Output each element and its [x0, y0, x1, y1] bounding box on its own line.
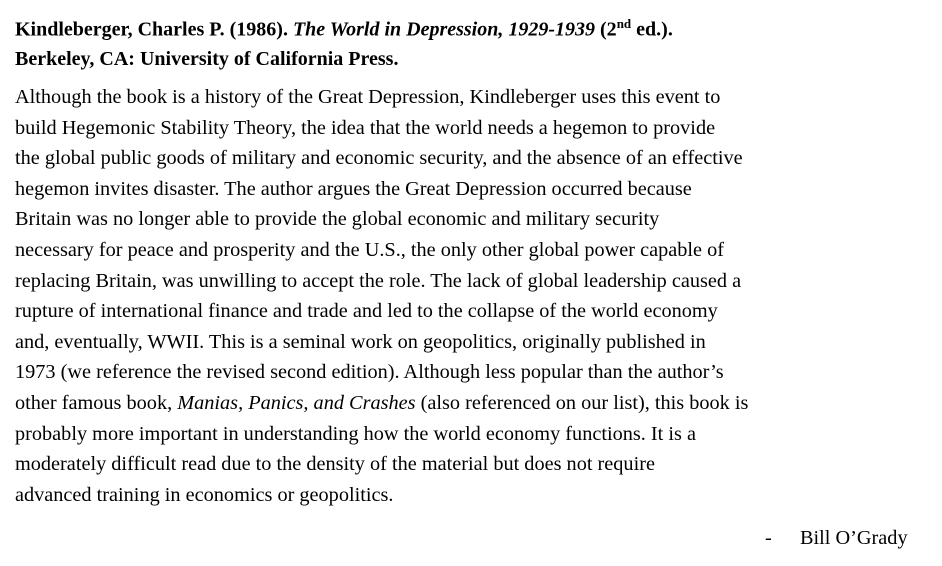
citation-edition-pre: (2	[595, 18, 617, 41]
citation-title: The World in Depression, 1929-1939	[292, 18, 596, 41]
review-line: and, eventually, WWII. This is a seminal work on geopolitics, originally published in	[15, 330, 706, 353]
citation-author-year: Kindleberger, Charles P. (1986).	[15, 18, 293, 41]
review-line: replacing Britain, was unwilling to accept the role. The lack of global leadership caused a	[15, 269, 742, 292]
review-line: 1973 (we reference the revised second edition). Although less popular than the author’s	[15, 361, 724, 384]
review-line: the global public goods of military and economic security, and the absence of an effective	[15, 147, 743, 170]
signature-name: Bill O’Grady	[800, 527, 908, 549]
review-line: hegemon invites disaster. The author argues the Great Depression occurred because	[15, 177, 692, 200]
citation-publisher: Berkeley, CA: University of California Press.	[15, 47, 399, 70]
review-line: build Hegemonic Stability Theory, the idea that the world needs a hegemon to provide	[15, 116, 716, 139]
signature	[765, 523, 908, 553]
review-line-segment: (also referenced on our list), this book is	[415, 391, 749, 414]
citation	[15, 9, 930, 74]
review-line: probably more important in understanding how the world economy functions. It is a	[15, 422, 696, 445]
review-line: rupture of international finance and trade and led to the collapse of the world economy	[15, 300, 718, 323]
citation-edition-post: ed.).	[631, 18, 673, 41]
citation-edition-superscript: nd	[616, 16, 632, 31]
review-line: advanced training in economics or geopolitics.	[15, 483, 394, 506]
citation-line-1	[15, 9, 930, 45]
review-paragraph	[15, 82, 930, 510]
review-line-with-book-title	[15, 388, 930, 419]
review-line: Although the book is a history of the Great Depression, Kindleberger uses this event to	[15, 86, 721, 108]
review-line: moderately difficult read due to the density of the material but does not require	[15, 453, 655, 476]
review-line: necessary for peace and prosperity and the U.S., the only other global power capable of	[15, 238, 725, 261]
review-line-segment: other famous book,	[15, 391, 178, 414]
review-line: Britain was no longer able to provide the global economic and military security	[15, 208, 660, 231]
signature-dash: -	[765, 527, 772, 549]
referenced-book-title: Manias, Panics, and Crashes	[177, 391, 416, 414]
